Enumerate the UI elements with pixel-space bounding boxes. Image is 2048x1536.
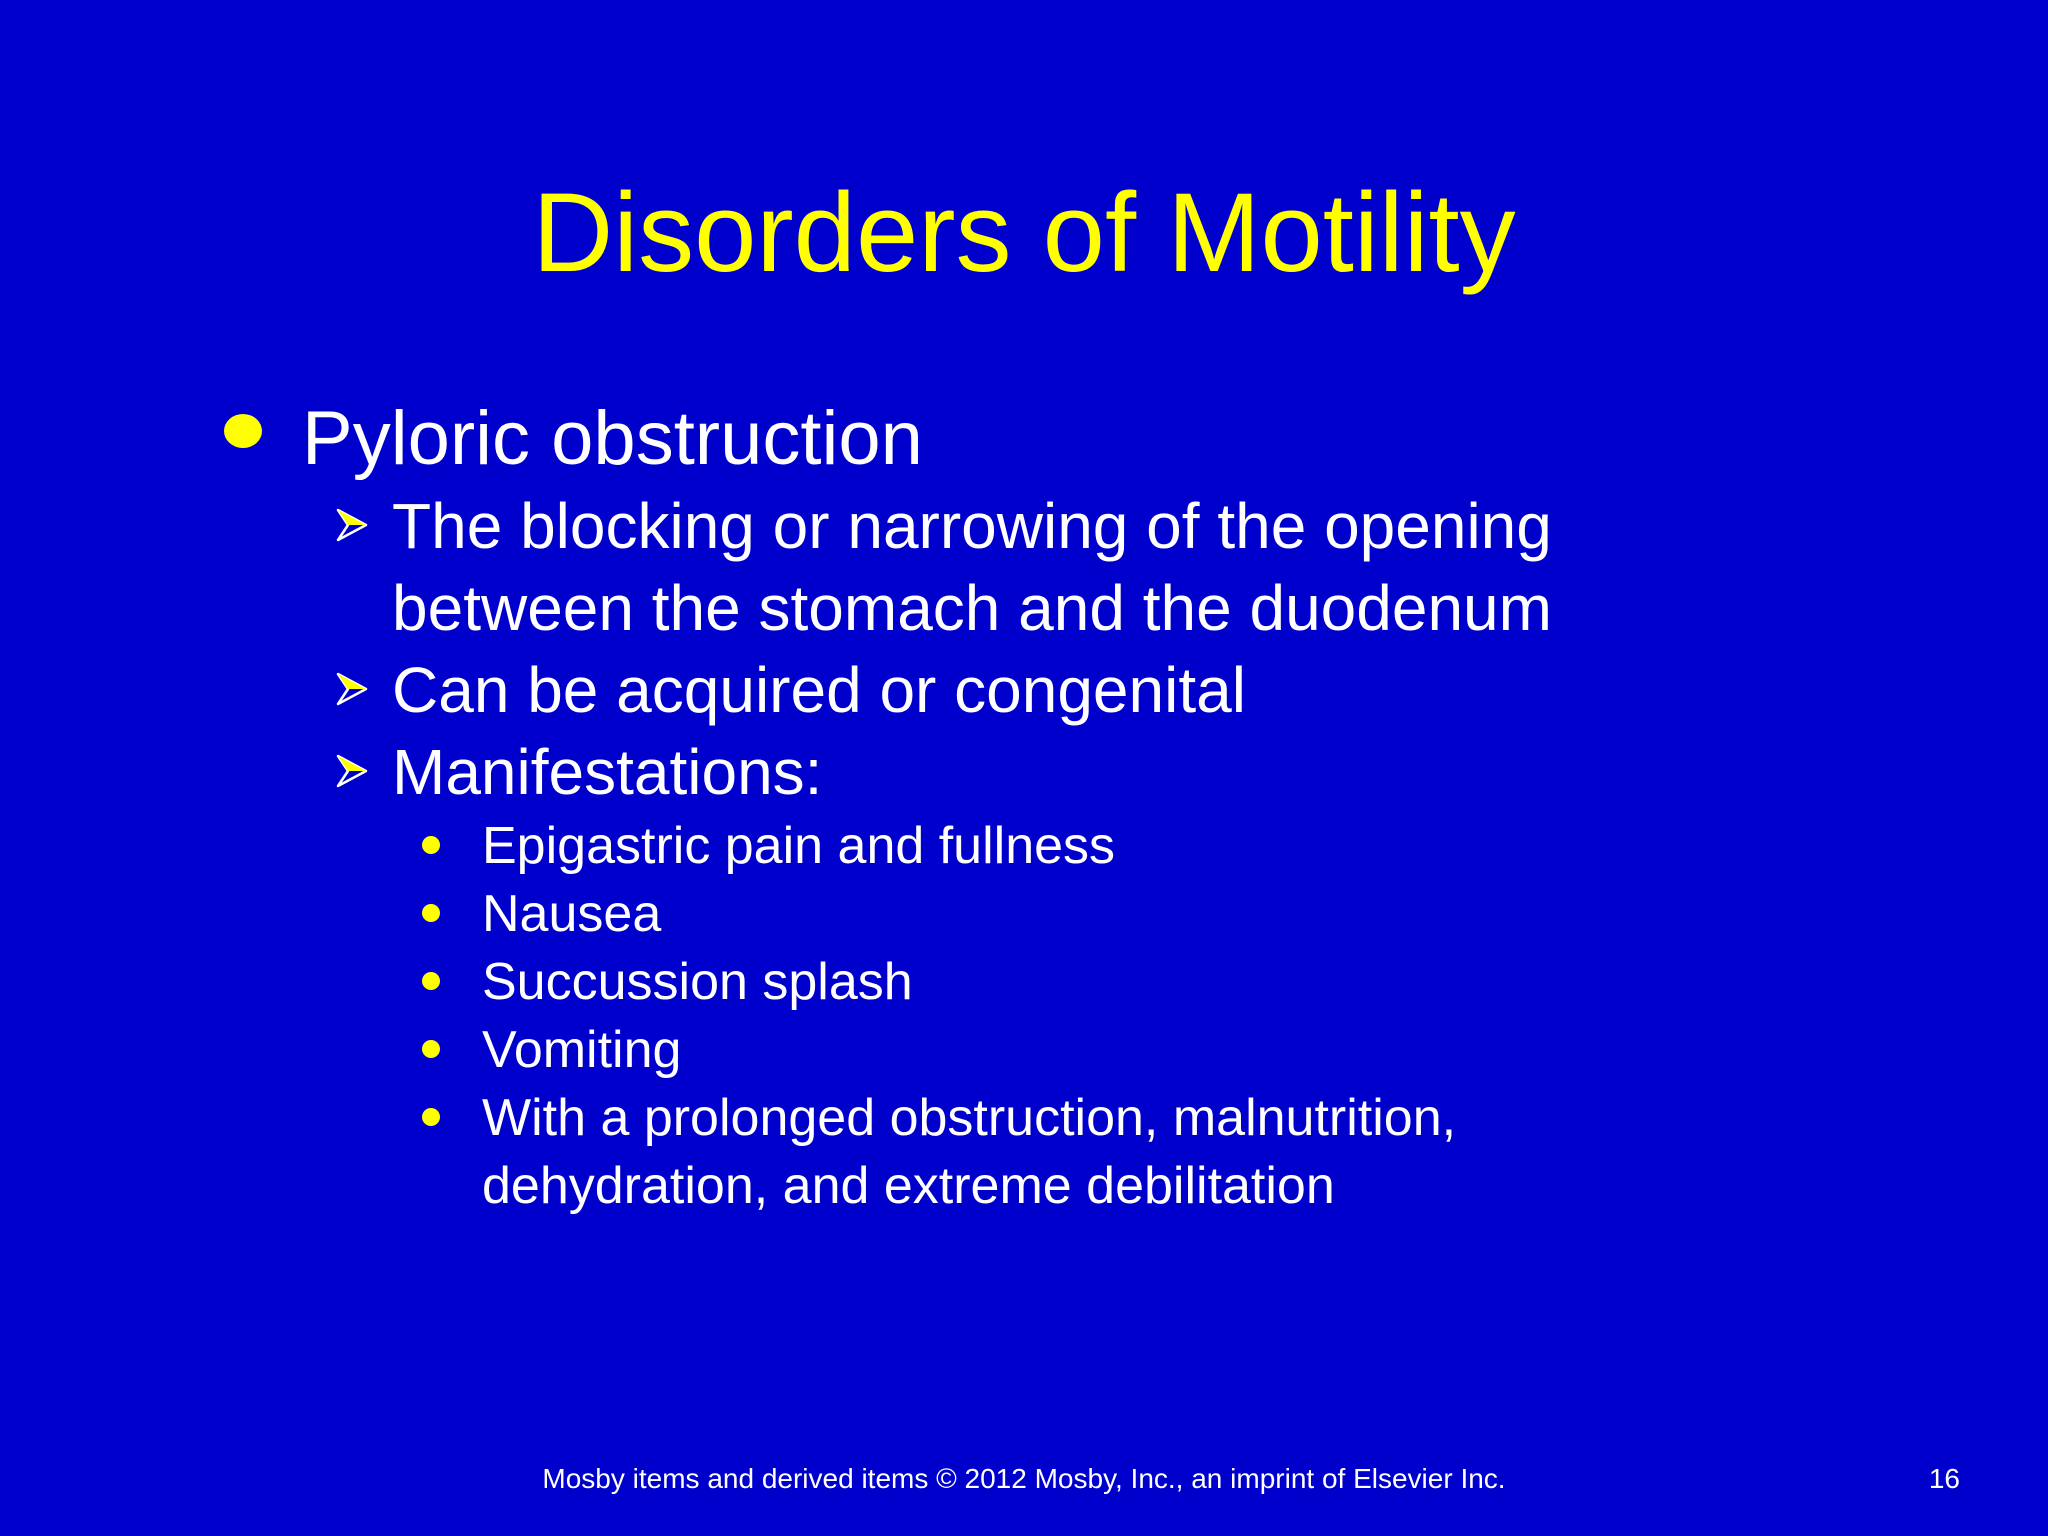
arrow-bullet-icon [332, 506, 370, 544]
slide-title: Disorders of Motility [532, 170, 1516, 295]
sub-bullet-text: Manifestations: [392, 736, 823, 808]
dot-bullet-icon [422, 836, 440, 854]
manifestation-item: Nausea [482, 885, 662, 943]
manifestation-item: Epigastric pain and fullness [482, 817, 1116, 875]
dot-bullet-icon [422, 1040, 440, 1058]
manifestation-item: With a prolonged obstruction, malnutrition, [482, 1089, 1457, 1147]
round-bullet-icon [224, 414, 262, 448]
dot-bullet-icon [422, 1108, 440, 1126]
sub-bullet-text: The blocking or narrowing of the opening [392, 490, 1552, 562]
arrow-bullet-icon [332, 670, 370, 708]
manifestation-item: Vomiting [482, 1021, 682, 1079]
page-number: 16 [1928, 1463, 1960, 1494]
manifestation-item: Succussion splash [482, 953, 913, 1011]
dot-bullet-icon [422, 972, 440, 990]
main-bullet-text: Pyloric obstruction [302, 396, 923, 481]
sub-bullet-text-continued: between the stomach and the duodenum [392, 572, 1552, 644]
manifestation-item-continued: dehydration, and extreme debilitation [482, 1157, 1335, 1215]
copyright-footer: Mosby items and derived items © 2012 Mosby, Inc., an imprint of Elsevier Inc. [542, 1463, 1506, 1494]
arrow-bullet-icon [332, 752, 370, 790]
sub-bullet-text: Can be acquired or congenital [392, 654, 1246, 726]
dot-bullet-icon [422, 904, 440, 922]
